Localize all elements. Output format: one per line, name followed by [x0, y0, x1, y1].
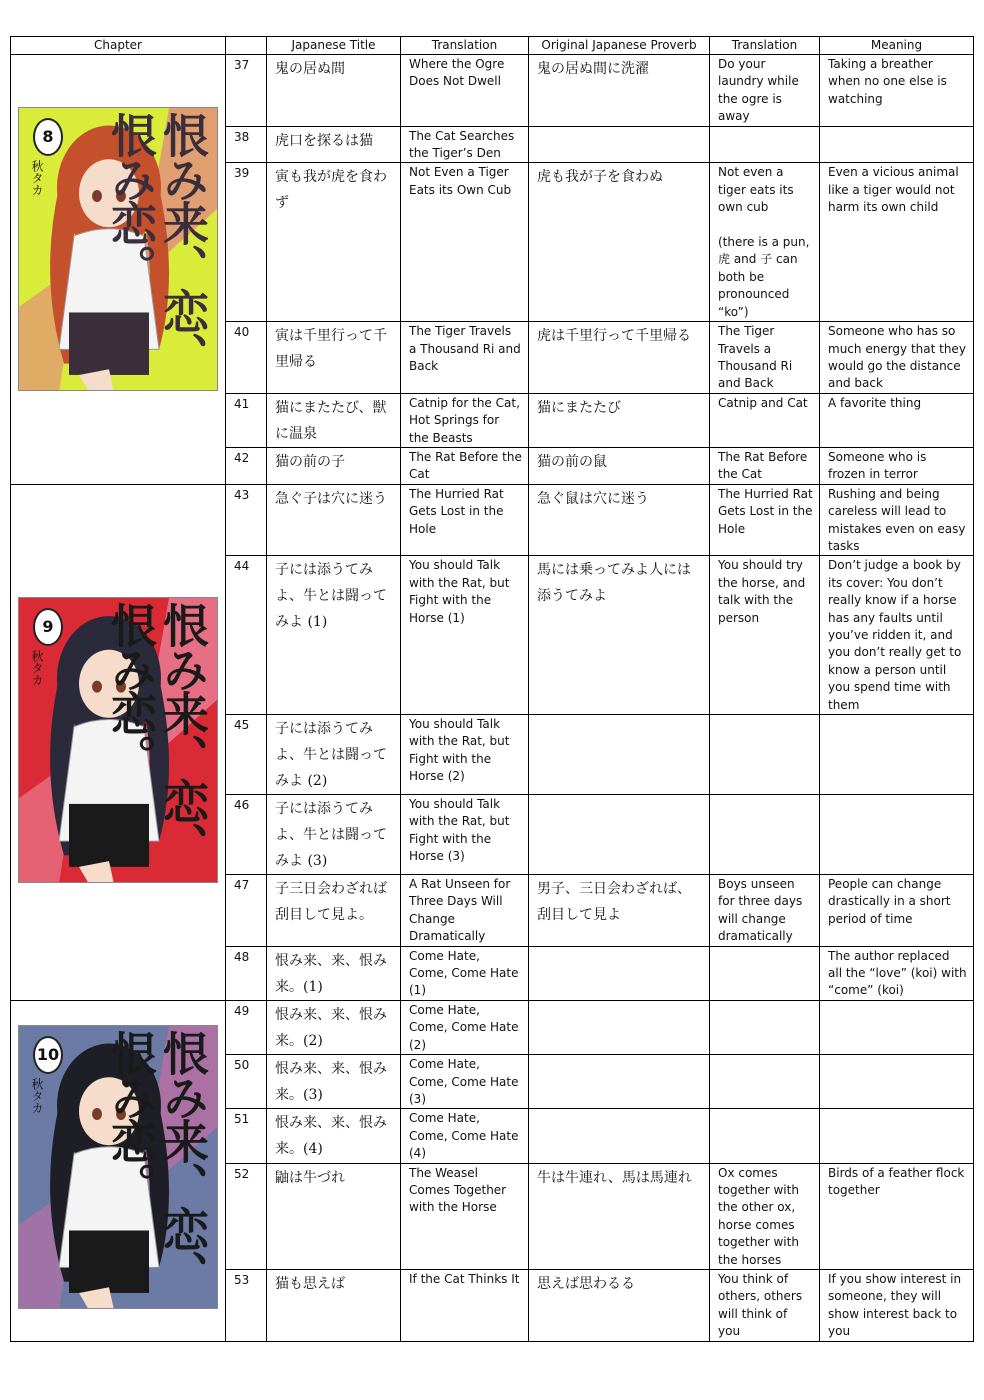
japanese-title: 猫も思えば — [267, 1269, 401, 1341]
chapter-number: 48 — [226, 946, 267, 1000]
title-translation: Where the Ogre Does Not Dwell — [401, 55, 529, 127]
cover-author: 秋タカ — [30, 160, 44, 196]
original-proverb: 男子、三日会わざれば、刮目して見よ — [529, 875, 710, 947]
proverb-meaning: Even a vicious animal like a tiger would not harm its own child — [820, 163, 974, 322]
title-translation: Catnip for the Cat, Hot Springs for the Beasts — [401, 393, 529, 447]
chapter-cover-cell — [11, 484, 226, 1000]
proverb-meaning: Someone who is frozen in terror — [820, 447, 974, 484]
volume-cover-10 — [18, 1025, 218, 1309]
header-row — [11, 37, 974, 55]
japanese-title: 寅は千里行って千里帰る — [267, 322, 401, 394]
proverb-meaning: Someone who has so much energy that they would go the distance and back — [820, 322, 974, 394]
proverb-meaning: The author replaced all the “love” (koi) with “come” (koi) — [820, 946, 974, 1000]
header-original-proverb: Original Japanese Proverb — [529, 37, 710, 55]
proverb-translation: The Tiger Travels a Thousand Ri and Back — [710, 322, 820, 394]
proverb-meaning: Birds of a feather flock together — [820, 1163, 974, 1269]
table-row — [11, 484, 974, 556]
proverb-translation: You think of others, others will think of you — [710, 1269, 820, 1341]
chapter-number: 52 — [226, 1163, 267, 1269]
proverb-meaning — [820, 126, 974, 163]
title-translation: If the Cat Thinks It — [401, 1269, 529, 1341]
proverb-translation: Not even a tiger eats its own cub (there is a pun, 虎 and 子 can both be pronounced “ko”) — [710, 163, 820, 322]
proverb-translation — [710, 1109, 820, 1163]
chapter-cover-cell — [11, 55, 226, 485]
title-translation: The Weasel Comes Together with the Horse — [401, 1163, 529, 1269]
cover-volume-number: 8 — [33, 118, 63, 156]
title-translation: Come Hate, Come, Come Hate (1) — [401, 946, 529, 1000]
japanese-title: 猫にまたたび、獣に温泉 — [267, 393, 401, 447]
japanese-title: 虎口を探るは猫 — [267, 126, 401, 163]
header-meaning: Meaning — [820, 37, 974, 55]
proverb-meaning — [820, 715, 974, 795]
original-proverb: 馬には乗ってみよ人には添うてみよ — [529, 556, 710, 715]
title-translation: Come Hate, Come, Come Hate (3) — [401, 1055, 529, 1109]
japanese-title: 鬼の居ぬ間 — [267, 55, 401, 127]
japanese-title: 子には添うてみよ、牛とは闘ってみよ (1) — [267, 556, 401, 715]
proverb-translation — [710, 1055, 820, 1109]
header-chapter: Chapter — [11, 37, 226, 55]
chapter-number: 49 — [226, 1000, 267, 1054]
chapter-number: 37 — [226, 55, 267, 127]
header-proverb-translation: Translation — [710, 37, 820, 55]
chapter-table — [10, 36, 974, 1342]
volume-cover-8 — [18, 107, 218, 391]
table-row — [11, 55, 974, 127]
chapter-number: 53 — [226, 1269, 267, 1341]
japanese-title: 恨み来、来、恨み来。(2) — [267, 1000, 401, 1054]
title-translation: The Tiger Travels a Thousand Ri and Back — [401, 322, 529, 394]
header-japanese-title: Japanese Title — [267, 37, 401, 55]
japanese-title: 恨み来、来、恨み来。(4) — [267, 1109, 401, 1163]
proverb-meaning — [820, 1000, 974, 1054]
title-translation: The Cat Searches the Tiger’s Den — [401, 126, 529, 163]
japanese-title: 猫の前の子 — [267, 447, 401, 484]
proverb-meaning — [820, 1109, 974, 1163]
chapter-number: 45 — [226, 715, 267, 795]
proverb-translation: You should try the horse, and talk with the person — [710, 556, 820, 715]
title-translation: Come Hate, Come, Come Hate (4) — [401, 1109, 529, 1163]
chapter-number: 41 — [226, 393, 267, 447]
original-proverb — [529, 1000, 710, 1054]
header-number — [226, 37, 267, 55]
title-translation: Not Even a Tiger Eats its Own Cub — [401, 163, 529, 322]
proverb-meaning: A favorite thing — [820, 393, 974, 447]
chapter-cover-cell — [11, 1000, 226, 1341]
original-proverb: 牛は牛連れ、馬は馬連れ — [529, 1163, 710, 1269]
proverb-translation — [710, 715, 820, 795]
proverb-meaning: Taking a breather when no one else is watching — [820, 55, 974, 127]
proverb-translation: Do your laundry while the ogre is away — [710, 55, 820, 127]
cover-title: 恨み来、恋、恨み恋。 — [104, 112, 210, 376]
proverb-translation: Ox comes together with the other ox, horse comes together with the horses — [710, 1163, 820, 1269]
original-proverb — [529, 715, 710, 795]
title-translation: Come Hate, Come, Come Hate (2) — [401, 1000, 529, 1054]
original-proverb — [529, 946, 710, 1000]
cover-author: 秋タカ — [30, 649, 44, 686]
proverb-translation — [710, 946, 820, 1000]
proverb-translation — [710, 1000, 820, 1054]
proverb-meaning: People can change drastically in a short period of time — [820, 875, 974, 947]
chapter-number: 43 — [226, 484, 267, 556]
proverb-translation — [710, 795, 820, 875]
proverb-meaning: Rushing and being careless will lead to mistakes even on easy tasks — [820, 484, 974, 556]
japanese-title: 恨み来、来、恨み来。(3) — [267, 1055, 401, 1109]
cover-title: 恨み来、恋、恨み恋。 — [104, 1029, 210, 1294]
proverb-meaning: Don’t judge a book by its cover: You don’t really know if a horse has any faults until you’ve ridden it, and you don’t really get to know a person until you spend time with them — [820, 556, 974, 715]
title-translation: The Rat Before the Cat — [401, 447, 529, 484]
proverb-translation — [710, 126, 820, 163]
japanese-title: 子には添うてみよ、牛とは闘ってみよ (2) — [267, 715, 401, 795]
proverb-translation: Boys unseen for three days will change dramatically — [710, 875, 820, 947]
chapter-number: 42 — [226, 447, 267, 484]
chapter-number: 44 — [226, 556, 267, 715]
volume-cover-9 — [18, 597, 218, 883]
cover-volume-number: 10 — [33, 1036, 63, 1074]
proverb-translation: Catnip and Cat — [710, 393, 820, 447]
original-proverb — [529, 1055, 710, 1109]
japanese-title: 子三日会わざれば刮目して見よ。 — [267, 875, 401, 947]
cover-title: 恨み来、恋、恨み恋。 — [104, 601, 210, 866]
original-proverb — [529, 126, 710, 163]
title-translation: The Hurried Rat Gets Lost in the Hole — [401, 484, 529, 556]
title-translation: A Rat Unseen for Three Days Will Change Dramatically — [401, 875, 529, 947]
original-proverb: 鬼の居ぬ間に洗濯 — [529, 55, 710, 127]
chapter-number: 46 — [226, 795, 267, 875]
japanese-title: 寅も我が虎を食わず — [267, 163, 401, 322]
original-proverb: 猫にまたたび — [529, 393, 710, 447]
japanese-title: 恨み来、来、恨み来。(1) — [267, 946, 401, 1000]
header-translation: Translation — [401, 37, 529, 55]
original-proverb: 猫の前の鼠 — [529, 447, 710, 484]
title-translation: You should Talk with the Rat, but Fight with the Horse (3) — [401, 795, 529, 875]
proverb-meaning — [820, 1055, 974, 1109]
japanese-title: 鼬は牛づれ — [267, 1163, 401, 1269]
original-proverb — [529, 1109, 710, 1163]
original-proverb: 思えば思わるる — [529, 1269, 710, 1341]
title-translation: You should Talk with the Rat, but Fight with the Horse (1) — [401, 556, 529, 715]
proverb-meaning: If you show interest in someone, they will show interest back to you — [820, 1269, 974, 1341]
original-proverb — [529, 795, 710, 875]
japanese-title: 子には添うてみよ、牛とは闘ってみよ (3) — [267, 795, 401, 875]
proverb-translation: The Rat Before the Cat — [710, 447, 820, 484]
chapter-number: 47 — [226, 875, 267, 947]
table-row — [11, 1000, 974, 1054]
chapter-number: 40 — [226, 322, 267, 394]
chapter-number: 38 — [226, 126, 267, 163]
proverb-meaning — [820, 795, 974, 875]
cover-author: 秋タカ — [30, 1077, 44, 1114]
title-translation: You should Talk with the Rat, but Fight with the Horse (2) — [401, 715, 529, 795]
original-proverb: 虎は千里行って千里帰る — [529, 322, 710, 394]
cover-volume-number: 9 — [33, 608, 63, 646]
chapter-number: 39 — [226, 163, 267, 322]
japanese-title: 急ぐ子は穴に迷う — [267, 484, 401, 556]
proverb-translation: The Hurried Rat Gets Lost in the Hole — [710, 484, 820, 556]
chapter-number: 51 — [226, 1109, 267, 1163]
original-proverb: 急ぐ鼠は穴に迷う — [529, 484, 710, 556]
chapter-number: 50 — [226, 1055, 267, 1109]
original-proverb: 虎も我が子を食わぬ — [529, 163, 710, 322]
